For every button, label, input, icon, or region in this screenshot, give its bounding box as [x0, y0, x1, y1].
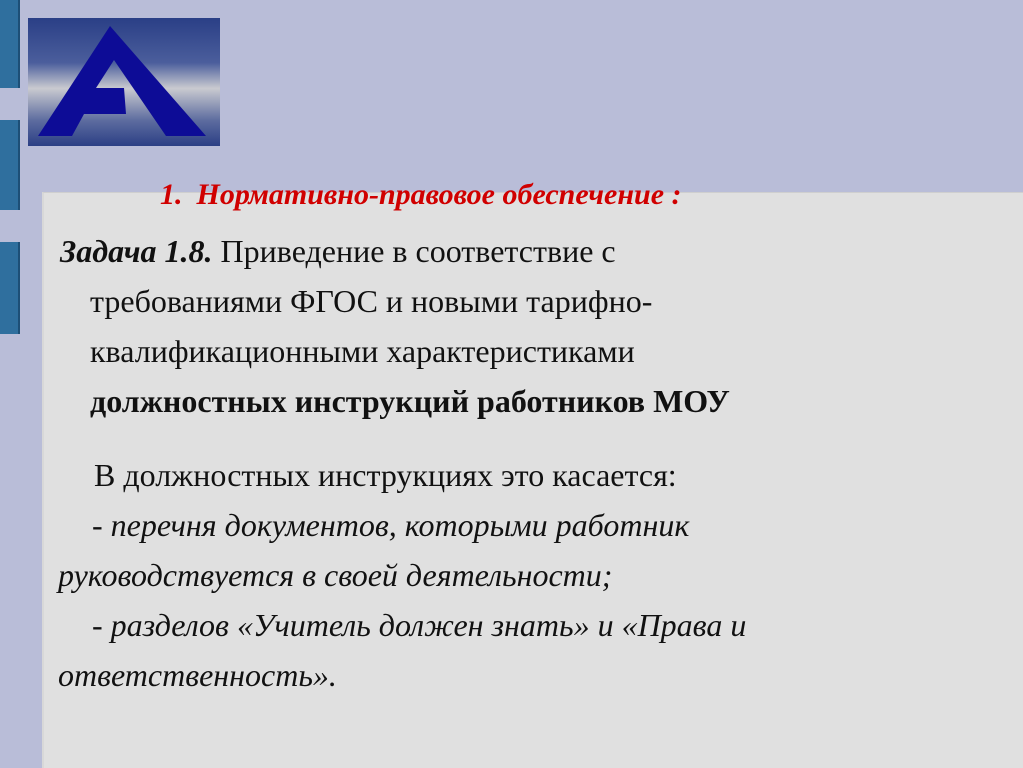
concerns-item-2-line-1: - разделов «Учитель должен знать» и «Права и: [92, 607, 747, 643]
section-heading: [160, 178, 682, 212]
task-description: [60, 226, 960, 426]
task-line-1: [60, 226, 960, 276]
concerns-item-1-line-2: руководствуется в своей деятельности;: [58, 557, 613, 593]
task-text-line-3: квалификационными характеристиками: [90, 333, 635, 369]
side-bar-decoration-top: [0, 0, 20, 88]
concerns-lead: В должностных инструкциях это касается:: [94, 457, 677, 493]
heading-text: Нормативно-правовое обеспечение :: [196, 178, 682, 211]
heading-number: 1.: [160, 178, 183, 211]
task-text-line-4: должностных инструкций работников МОУ: [90, 383, 730, 419]
side-bar-decoration-middle: [0, 120, 20, 210]
concerns-block: [58, 450, 998, 700]
letter-a-logo-icon: [28, 18, 220, 146]
side-bar-decoration-bottom: [0, 242, 20, 334]
task-label: Задача 1.8.: [60, 233, 213, 269]
concerns-item-2-line-2: ответственность».: [58, 657, 337, 693]
concerns-item-1-line-1: - перечня документов, которыми работник: [92, 507, 690, 543]
task-text-line-1: Приведение в соответствие с: [220, 233, 616, 269]
task-text-line-2: требованиями ФГОС и новыми тарифно-: [90, 283, 653, 319]
